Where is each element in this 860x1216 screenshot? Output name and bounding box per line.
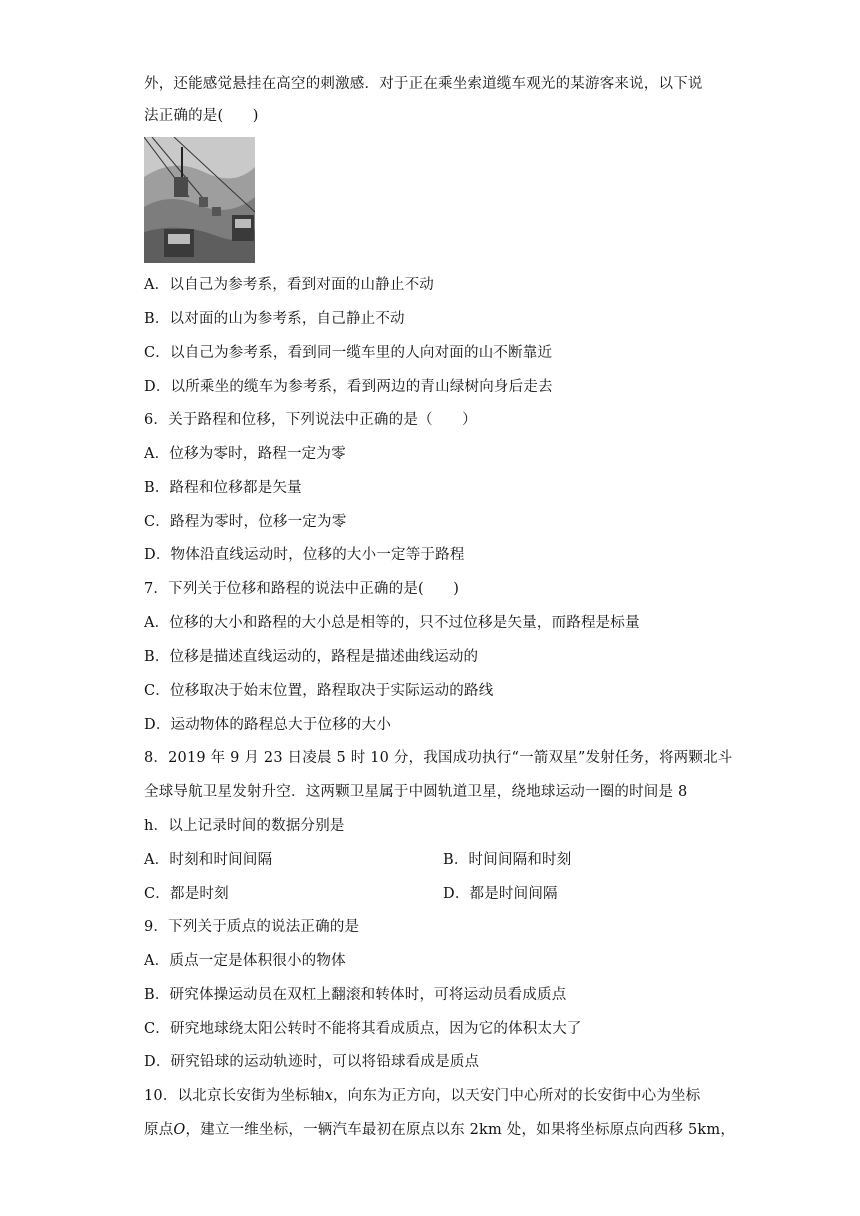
q7-option-d: D．运动物体的路程总大于位移的大小 — [144, 717, 392, 733]
q9-stem: 9．下列关于质点的说法正确的是 — [144, 919, 360, 935]
q9-option-c: C．研究地球绕太阳公转时不能将其看成质点，因为它的体积太大了 — [144, 1021, 582, 1037]
q6-option-d: D．物体沿直线运动时，位移的大小一定等于路程 — [144, 547, 465, 563]
q10-stem-line1 — [144, 1086, 700, 1106]
q8-option-d: D．都是时间间隔 — [443, 886, 558, 902]
q5-option-a: A．以自己为参考系，看到对面的山静止不动 — [144, 277, 434, 293]
q10-line2-start: 原点 — [144, 1122, 174, 1138]
q8-stem-line1: 8．2019 年 9 月 23 日凌晨 5 时 10 分，我国成功执行“一箭双星”发射任务，将两颗北斗 — [144, 750, 733, 766]
q5-option-b: B．以对面的山为参考系，自己静止不动 — [144, 311, 405, 327]
q5-stem-line1: 外，还能感觉悬挂在高空的刺激感．对于正在乘坐索道缆车观光的某游客来说，以下说 — [144, 76, 703, 92]
cable-car-photo — [144, 137, 255, 263]
q8-stem-line3: h．以上记录时间的数据分别是 — [144, 818, 345, 834]
q6-option-a: A．位移为零时，路程一定为零 — [144, 446, 346, 462]
q10-line2-end: ，建立一维坐标，一辆汽车最初在原点以东 2km 处，如果将坐标原点向西移 5km， — [185, 1122, 736, 1138]
axis-variable-x: x — [324, 1088, 333, 1104]
q6-option-b: B．路程和位移都是矢量 — [144, 480, 302, 496]
q10-line1-start: 10．以北京长安街为坐标轴 — [144, 1088, 325, 1104]
q9-option-a: A．质点一定是体积很小的物体 — [144, 953, 346, 969]
q8-option-c: C．都是时刻 — [144, 886, 229, 902]
q7-stem: 7．下列关于位移和路程的说法中正确的是( ) — [144, 581, 460, 597]
q8-stem-line2: 全球导航卫星发射升空．这两颗卫星属于中圆轨道卫星，绕地球运动一圈的时间是 8 — [144, 784, 688, 800]
origin-variable-o: O — [173, 1122, 186, 1138]
q6-option-c: C．路程为零时，位移一定为零 — [144, 514, 347, 530]
q9-option-d: D．研究铅球的运动轨迹时，可以将铅球看成是质点 — [144, 1054, 480, 1070]
q7-option-c: C．位移取决于始末位置，路程取决于实际运动的路线 — [144, 683, 494, 699]
q5-stem-line2: 法正确的是( ) — [144, 108, 259, 124]
q6-stem: 6．关于路程和位移，下列说法中正确的是（ ） — [144, 412, 477, 428]
q5-option-c: C．以自己为参考系，看到同一缆车里的人向对面的山不断靠近 — [144, 345, 553, 361]
q5-option-d: D．以所乘坐的缆车为参考系，看到两边的青山绿树向身后走去 — [144, 379, 553, 395]
q10-line1-end: ，向东为正方向，以天安门中心所对的长安街中心为坐标 — [332, 1088, 701, 1104]
q8-option-a: A．时刻和时间间隔 — [144, 852, 273, 868]
q7-option-a: A．位移的大小和路程的大小总是相等的，只不过位移是矢量，而路程是标量 — [144, 615, 640, 631]
q8-option-b: B．时间间隔和时刻 — [443, 852, 572, 868]
q10-stem-line2 — [144, 1120, 735, 1140]
q9-option-b: B．研究体操运动员在双杠上翻滚和转体时，可将运动员看成质点 — [144, 987, 567, 1003]
q7-option-b: B．位移是描述直线运动的，路程是描述曲线运动的 — [144, 649, 479, 665]
